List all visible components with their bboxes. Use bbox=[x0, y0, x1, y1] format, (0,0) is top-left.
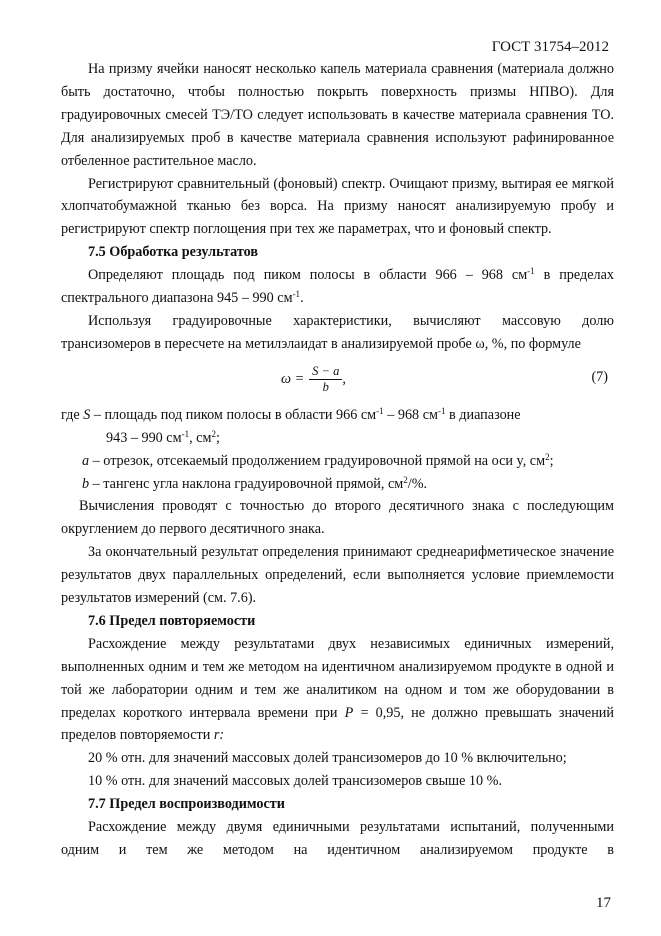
variable-r: r: bbox=[213, 727, 225, 744]
unit-exponent: 2 bbox=[403, 474, 408, 485]
unit-exponent: -1 bbox=[437, 405, 446, 416]
s-definition-text-3: в диапазоне bbox=[445, 406, 521, 423]
unit-exponent: -1 bbox=[376, 405, 384, 416]
section-heading-7-7: 7.7 Предел воспроизводимости bbox=[88, 796, 285, 813]
s-definition-text: – площадь под пиком полосы в области 966 см bbox=[90, 406, 377, 423]
formula-fraction bbox=[309, 364, 342, 395]
where-b-definition bbox=[61, 473, 614, 496]
unit-exponent: 2 bbox=[211, 428, 216, 439]
paragraph-peak-area bbox=[61, 264, 614, 310]
section-heading-7-6: 7.6 Предел повторяемости bbox=[88, 612, 256, 629]
variable-a: a bbox=[82, 452, 90, 469]
variable-p: P bbox=[344, 704, 354, 721]
repeatability-limit-2: 10 % отн. для значений массовых долей трансизомеров свыше 10 %. bbox=[88, 773, 503, 790]
unit-exponent: -1 bbox=[292, 289, 301, 300]
peak-area-text: Определяют площадь под пиком полосы в области 966 – 968 см bbox=[88, 267, 528, 284]
where-s-definition-continued bbox=[61, 427, 614, 450]
formula-number: (7) bbox=[591, 368, 608, 385]
formula-numerator: S − a bbox=[309, 364, 342, 380]
where-a-definition bbox=[61, 450, 614, 473]
b-definition-text: – тангенс угла наклона градуировочной прямой, см bbox=[89, 475, 404, 492]
section-heading-7-5: 7.5 Обработка результатов bbox=[88, 244, 259, 261]
unit-exponent: -1 bbox=[181, 428, 190, 439]
repeatability-text-2: = 0,95, не должно превышать значений пределов повторяемости bbox=[61, 704, 614, 744]
peak-area-text-end: . bbox=[300, 290, 304, 307]
page-body bbox=[61, 58, 614, 862]
formula-lhs: ω = bbox=[281, 370, 305, 387]
document-id-header: ГОСТ 31754–2012 bbox=[491, 39, 609, 55]
formula-denominator: b bbox=[322, 379, 329, 394]
paragraph-reference-material: На призму ячейки наносят несколько капель материала сравнения (материала должно быть достаточно, чтобы полностью покрыть поверхность призмы НПВО). Для градуировочных смесей ТЭ/ТО следует использовать в качестве материала сравнения ТО. Для анализируемых проб в качестве материала сравнения используют рафинированное отбеленное растительное масло. bbox=[61, 61, 614, 169]
paragraph-rounding: Вычисления проводят с точностью до второго десятичного знака с последующим округлением до первого десятичного знака. bbox=[61, 498, 614, 538]
paragraph-final-result: За окончательный результат определения принимают среднеарифметическое значение результатов двух параллельных определений, если выполняется условие приемлемости результатов измерений (см. 7.6). bbox=[61, 544, 614, 607]
repeatability-limit-1: 20 % отн. для значений массовых долей трансизомеров до 10 % включительно; bbox=[88, 750, 567, 767]
where-s-definition bbox=[61, 404, 614, 427]
formula-comma: , bbox=[342, 370, 346, 387]
paragraph-repeatability bbox=[61, 633, 614, 748]
repeatability-text: Расхождение между результатами двух независимых единичных измерений, выполненных одним и тем же методом на идентичном анализируемом продукте в одной и той же лаборатории одним и тем же аналитиком на одном и том же оборудовании в пределах короткого интервала времени при bbox=[61, 635, 614, 721]
variable-s: S bbox=[83, 406, 91, 423]
peak-area-text-2: в пределах спектрального диапазона 945 – 990 см bbox=[61, 267, 614, 307]
page-number: 17 bbox=[596, 895, 611, 911]
unit-exponent: 2 bbox=[545, 451, 550, 462]
paragraph-calculation-intro: Используя градуировочные характеристики, вычисляют массовую долю трансизомеров в пересчете на метилэлаидат в анализируемой пробе ω, %, по формуле bbox=[61, 312, 614, 352]
paragraph-background-spectrum: Регистрируют сравнительный (фоновый) спектр. Очищают призму, вытирая ее мягкой хлопчатобумажной тканью без ворса. На призму наносят анализируемую пробу и регистрируют спектр поглощения при тех же параметрах, что и фоновый спектр. bbox=[61, 175, 614, 238]
variable-b: b bbox=[82, 475, 90, 492]
paragraph-reproducibility: Расхождение между двумя единичными результатами испытаний, полученными одним и тем же методом на идентичном анализируемом продукте в bbox=[61, 819, 614, 858]
s-range-text: 943 – 990 см bbox=[106, 429, 182, 446]
a-end: ; bbox=[549, 452, 554, 469]
a-definition-text: – отрезок, отсекаемый продолжением градуировочной прямой на оси y, см bbox=[89, 452, 546, 469]
unit-exponent: -1 bbox=[527, 266, 535, 277]
where-word: где bbox=[61, 406, 84, 423]
s-end: ; bbox=[215, 429, 220, 446]
s-unit-text: , см bbox=[189, 429, 212, 446]
formula-7 bbox=[61, 358, 614, 404]
b-end: /%. bbox=[407, 475, 428, 492]
formula-expression bbox=[281, 364, 346, 395]
s-definition-text-2: – 968 см bbox=[383, 406, 438, 423]
